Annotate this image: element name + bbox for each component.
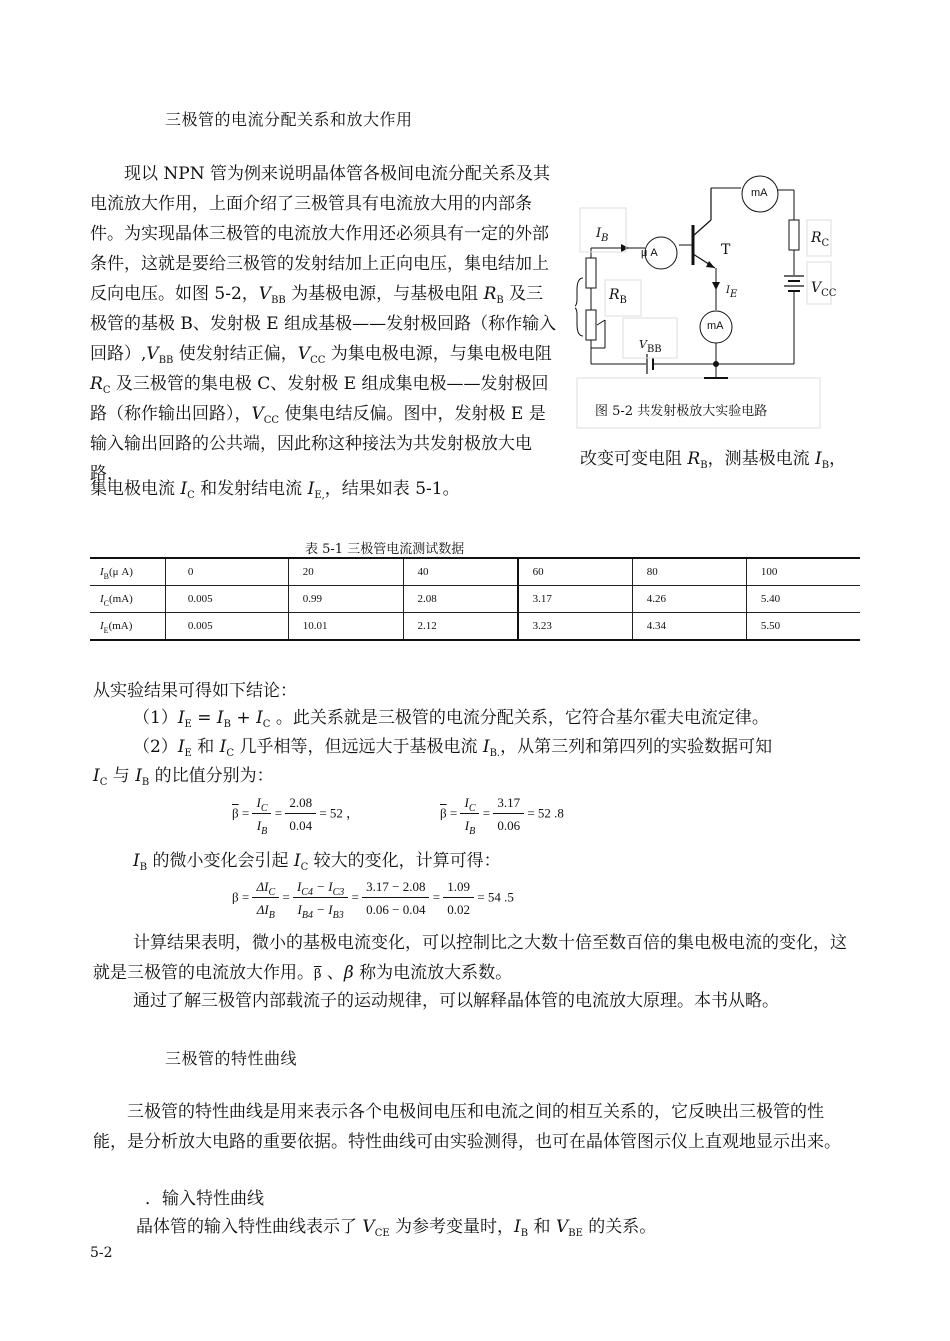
lp-vbe: V [555, 1217, 569, 1237]
intro-text-9: ，测基极电流 [707, 449, 815, 469]
lp-vbe-sub: BE [568, 1228, 583, 1239]
result-p1-end: 称为电流放大系数。 [353, 963, 513, 983]
bb1-num: 2.08 [285, 795, 316, 814]
bb1-result: = 52 ， [319, 805, 360, 821]
bd-num2: 1.09 [443, 879, 474, 898]
bb1-den-i: I [256, 818, 262, 833]
table-cell: 5.40 [746, 586, 860, 613]
bb1-num-sub: C [260, 803, 268, 814]
table-cell: 2.12 [403, 613, 518, 640]
c1-plus: + [231, 708, 257, 728]
label-ib-sub: B [601, 233, 609, 244]
subsection-title: ．输入特性曲线 [145, 1189, 264, 1209]
label-rc-symbol: R [811, 230, 822, 246]
bd-frac-delta [252, 879, 279, 921]
c2-ie-sub: E [184, 748, 192, 759]
table-row [90, 559, 860, 586]
conclusion-2 [133, 732, 772, 762]
c2-ic-2: I [93, 766, 100, 786]
intro-last-line [90, 474, 460, 504]
intro-text-11: 集电极电流 [90, 479, 181, 499]
table-cell: 100 [746, 559, 860, 586]
row-label-unit: (mA) [109, 593, 133, 605]
intro-text-12: 和发射结电流 [194, 479, 308, 499]
label-ib [596, 226, 609, 244]
bb2-den-i: I [464, 818, 470, 833]
lp-t2: 为参考变量时， [389, 1217, 515, 1237]
label-rb-symbol: R [609, 287, 620, 303]
table-cell: 0.99 [288, 586, 403, 613]
label-rc-sub: C [821, 238, 830, 249]
c1-eq: = [191, 708, 217, 728]
label-ie [726, 285, 738, 300]
v-bb-symbol-2: V [146, 344, 159, 364]
table-cell: 10.01 [288, 613, 403, 640]
intro-text-3: 及三极管的基极 B、发射极 E 组成基极——发射极回路（称作输入回路）, [90, 284, 557, 364]
label-ib-symbol: I [596, 226, 602, 241]
label-rb-sub: B [619, 295, 627, 306]
figure-caption: 图 5-2 共发射极放大实验电路 [595, 404, 768, 419]
bd-frac-values [362, 879, 429, 918]
dl-t1: 的微小变化会引起 [147, 851, 294, 871]
bd-result: = 54 .5 [477, 889, 514, 905]
conclusion-intro: 从实验结果可得如下结论： [93, 681, 297, 701]
v-bb-sub-2: BB [158, 355, 174, 366]
table-cell: 80 [632, 559, 746, 586]
bd-den2: 0.02 [447, 902, 471, 917]
bb2-den: 0.06 [497, 818, 521, 833]
bd-minus-1: − [312, 879, 329, 894]
result-p1-sep: 、 [321, 963, 344, 983]
beta-bar-formula-2: $\overline{\beta}$ = $\frac{I_C}{I_B}$ = $\frac{3.17}{0.06}$ = 52 .8 [440, 795, 564, 837]
beta-bar-2-sym: $\overline{\beta}$ [440, 805, 447, 821]
section-title-2: 三极管的特性曲线 [165, 1049, 298, 1068]
row-label-sub: E [103, 626, 109, 635]
label-rb [609, 287, 627, 306]
label-vcc-sub: CC [821, 288, 837, 299]
r-b-symbol: R [483, 284, 497, 304]
intro-paragraph [90, 159, 560, 489]
c2-ic-2-sub: C [99, 777, 108, 788]
c2-ib-2-sub: B [141, 777, 150, 788]
lp-ib-sub: B [520, 1228, 529, 1239]
bd-num: 3.17 − 2.08 [362, 879, 429, 898]
result-p1-text: 计算结果表明，微小的基极电流变化，可以控制比之大数十倍至数百倍的集电极电流的变化，这就是三极管的电流放大作用。 [93, 933, 847, 983]
table-row [90, 613, 860, 640]
label-vbb [639, 338, 662, 355]
beta-bar-2-frac-sym [460, 795, 479, 837]
result-beta-bar: $\overline{\beta}$ [314, 967, 322, 982]
v-bb-sub: BB [271, 295, 286, 306]
bb1-num-i: I [256, 795, 261, 810]
conclusion-1 [133, 703, 769, 733]
i-e-symbol: I [307, 479, 315, 499]
beta-bar-2-frac-num [493, 795, 524, 834]
bd-ib3: I [328, 902, 333, 917]
label-vbb-symbol: V [639, 338, 647, 351]
lp-t4: 的关系。 [582, 1217, 657, 1237]
r-b-symbol-3: R [687, 449, 701, 469]
row-label-unit: (mA) [108, 620, 133, 632]
i-b-sub: B [821, 460, 830, 471]
dl-ic: I [293, 851, 301, 871]
table-cell: 0.005 [165, 613, 288, 640]
r-c-sub: C [102, 385, 111, 396]
c2-t4: 与 [107, 766, 136, 786]
table-row [90, 586, 860, 613]
c1-ib: I [216, 708, 224, 728]
intro-text-13: ，结果如表 5-1。 [324, 479, 460, 499]
dl-t2: 较大的变化，计算可得： [308, 851, 501, 871]
result-paragraph-2: 通过了解三极管内部载流子的运动规律，可以解释晶体管的电流放大原理。本书从略。 [133, 991, 779, 1011]
r-b-sub-3: B [700, 460, 708, 471]
c1-ic: I [256, 708, 263, 728]
delta-line [133, 846, 501, 876]
table-cell: 40 [403, 559, 518, 586]
table-cell: 60 [518, 559, 633, 586]
last-paragraph [136, 1212, 656, 1242]
intro-text-2: 为基极电源，与基极电阻 [285, 284, 484, 304]
label-ma-bottom: mA [707, 320, 724, 332]
label-ua-meter: μ A [641, 247, 658, 259]
table-row-label [90, 586, 165, 613]
bd-dib-sub: B [268, 910, 275, 921]
c1-ic-sub: C [262, 719, 271, 730]
label-ie-sub: E [729, 289, 738, 300]
c2-ib-sub: B. [489, 748, 501, 759]
i-c-symbol: I [180, 479, 188, 499]
bd-frac-diff [293, 879, 348, 921]
bd-ic4: I [296, 879, 302, 894]
lp-vce-sub: CE [374, 1228, 390, 1239]
row-label-symbol: I [100, 566, 104, 578]
c1-ie: I [177, 708, 185, 728]
table-cell: 0 [165, 559, 288, 586]
c1-prefix: （1） [133, 708, 178, 728]
table-cell: 3.17 [518, 586, 633, 613]
label-vbb-sub: BB [646, 344, 662, 355]
intro-text-4: 使发射结正偏， [173, 344, 298, 364]
bd-ic3-sub: C3 [332, 887, 345, 898]
c1-ib-sub: B [223, 719, 231, 730]
row-label-symbol: I [100, 620, 104, 632]
i-c-sub: C [187, 490, 195, 501]
label-rc [811, 230, 830, 249]
bb2-den-sub: B [469, 826, 476, 837]
lp-t3: 和 [528, 1217, 556, 1237]
i-e-sub: E, [314, 490, 325, 501]
bb2-result: = 52 .8 [527, 805, 564, 821]
intro-text-1: 现以 NPN 管为例来说明晶体管各极间电流分配关系及其电流放大作用，上面介绍了三极管具有电流放大用的内部条件。为实现晶体三极管的电流放大作用还必须具有一定的外部条件，这就是要给三极管的发射结加上正向电压，集电结加上反向电压。如图 5-2， [90, 164, 550, 304]
beta-delta-formula: β = $\frac{\Delta I_C}{\Delta I_B}$ = $\frac{I_{C4} - I_{C3}}{I_{B4} - I_{B3}}$ = $\frac{3.17 - 2.08}{0.06 - 0.04}$ = $\frac{1.09}{0.02}$ = 54 .5 [232, 879, 514, 921]
dl-ib: I [133, 851, 140, 871]
v-cc-symbol-2: V [251, 404, 264, 424]
conclusion-2-line2 [93, 761, 274, 791]
c2-t1: 和 [191, 737, 220, 757]
c2-t2: 几乎相等，但远远大于基极电流 [234, 737, 483, 757]
bd-dib: ΔI [256, 902, 269, 917]
label-vcc [811, 280, 837, 299]
row-label-sub: C [103, 599, 110, 608]
table-cell: 4.26 [632, 586, 746, 613]
c2-ib: I [482, 737, 490, 757]
bd-ic3: I [328, 879, 333, 894]
data-table-wrapper [90, 557, 860, 641]
bd-ib4: I [297, 902, 302, 917]
intro-text-10: ， [829, 449, 847, 469]
bd-sym: β [232, 889, 239, 905]
section-title: 三极管的电流分配关系和放大作用 [165, 110, 413, 129]
intro-text-8: 改变可变电阻 [580, 449, 688, 469]
dl-ib-sub: B [139, 862, 148, 873]
label-transistor-t: T [721, 242, 731, 258]
intro-continuation [580, 444, 846, 474]
label-ma-top: mA [751, 187, 768, 199]
v-cc-sub-2: CC [263, 415, 280, 426]
bb1-den: 0.04 [289, 818, 313, 833]
beta-bar-1-frac-num [285, 795, 316, 834]
c2-ic-sub: C [226, 748, 235, 759]
bd-ib4-sub: B4 [301, 910, 313, 921]
intro-text-6: 及三极管的集电极 C、发射极 E 组成集电极——发射极回路（称作输出回路）， [90, 374, 549, 424]
v-cc-symbol: V [297, 344, 311, 364]
intro-text-5: 为集电极电源，与集电极电阻 [325, 344, 552, 364]
bd-den: 0.06 − 0.04 [366, 902, 426, 917]
r-c-symbol: R [90, 374, 103, 394]
table-row-label [90, 613, 165, 640]
c2-ie: I [177, 737, 185, 757]
r-b-sub: B [496, 295, 504, 306]
c2-t5: 的比值分别为： [149, 766, 274, 786]
table-cell: 5.50 [760, 620, 781, 632]
bd-ic4-sub: C4 [301, 887, 313, 898]
c2-ic: I [219, 737, 227, 757]
intro-text-7: 使集电结反偏。图中，发射极 E 是输入输出回路的公共端，因此称这种接法为共发射极放大电路， [90, 404, 546, 484]
c2-t3: ，从第三列和第四列的实验数据可知 [500, 737, 773, 757]
row-label-unit: (μ A) [109, 566, 133, 578]
bd-ib3-sub: B3 [332, 910, 344, 921]
c1-text: 。此关系就是三极管的电流分配关系，它符合基尔霍夫电流定律。 [270, 708, 769, 728]
table-row-label [90, 559, 165, 586]
lp-ib: I [514, 1217, 521, 1237]
data-table [90, 559, 860, 639]
row-label-symbol: I [100, 593, 104, 605]
table-cell: 3.23 [518, 613, 633, 640]
result-paragraph-1 [93, 928, 863, 990]
lp-vce: V [362, 1217, 375, 1237]
beta-bar-1-frac-sym [252, 795, 271, 837]
row-label-sub: B [103, 572, 110, 581]
bb2-num: 3.17 [493, 795, 524, 814]
v-cc-sub: CC [310, 355, 326, 366]
c2-ib-2: I [135, 766, 142, 786]
bb2-num-sub: C [468, 803, 476, 814]
table-cell: 4.34 [632, 613, 746, 640]
c1-ie-sub: E [184, 719, 192, 730]
table-cell: 0.005 [165, 586, 288, 613]
table-cell: 2.08 [403, 586, 518, 613]
bd-frac-values-2 [443, 879, 474, 918]
page-number: 5-2 [90, 1245, 113, 1261]
section2-paragraph: 三极管的特性曲线是用来表示各个电极间电压和电流之间的相互关系的，它反映出三极管的性能，是分析放大电路的重要依据。特性曲线可由实验测得，也可在晶体管图示仪上直观地显示出来。 [93, 1102, 841, 1152]
bd-minus-2: − [312, 902, 329, 917]
dl-ic-sub: C [300, 862, 309, 873]
bb2-num-i: I [464, 795, 469, 810]
label-ie-symbol: I [726, 285, 730, 296]
bb1-den-sub: B [261, 826, 268, 837]
bd-dic: ΔI [256, 879, 269, 894]
table-cell: 20 [288, 559, 403, 586]
lp-t1: 晶体管的输入特性曲线表示了 [136, 1217, 363, 1237]
result-beta: β [343, 963, 354, 983]
c2-prefix: （2） [133, 737, 178, 757]
bd-dic-sub: C [268, 887, 276, 898]
beta-bar-1-sym: $\overline{\beta}$ [232, 805, 239, 821]
i-b-symbol: I [814, 449, 822, 469]
beta-bar-formula-1: $\overline{\beta}$ = $\frac{I_C}{I_B}$ = $\frac{2.08}{0.04}$ = 52 ， [232, 795, 360, 837]
label-vcc-symbol: V [811, 280, 822, 296]
v-bb-symbol: V [258, 284, 272, 304]
table-title: 表 5-1 三极管电流测试数据 [305, 542, 465, 557]
